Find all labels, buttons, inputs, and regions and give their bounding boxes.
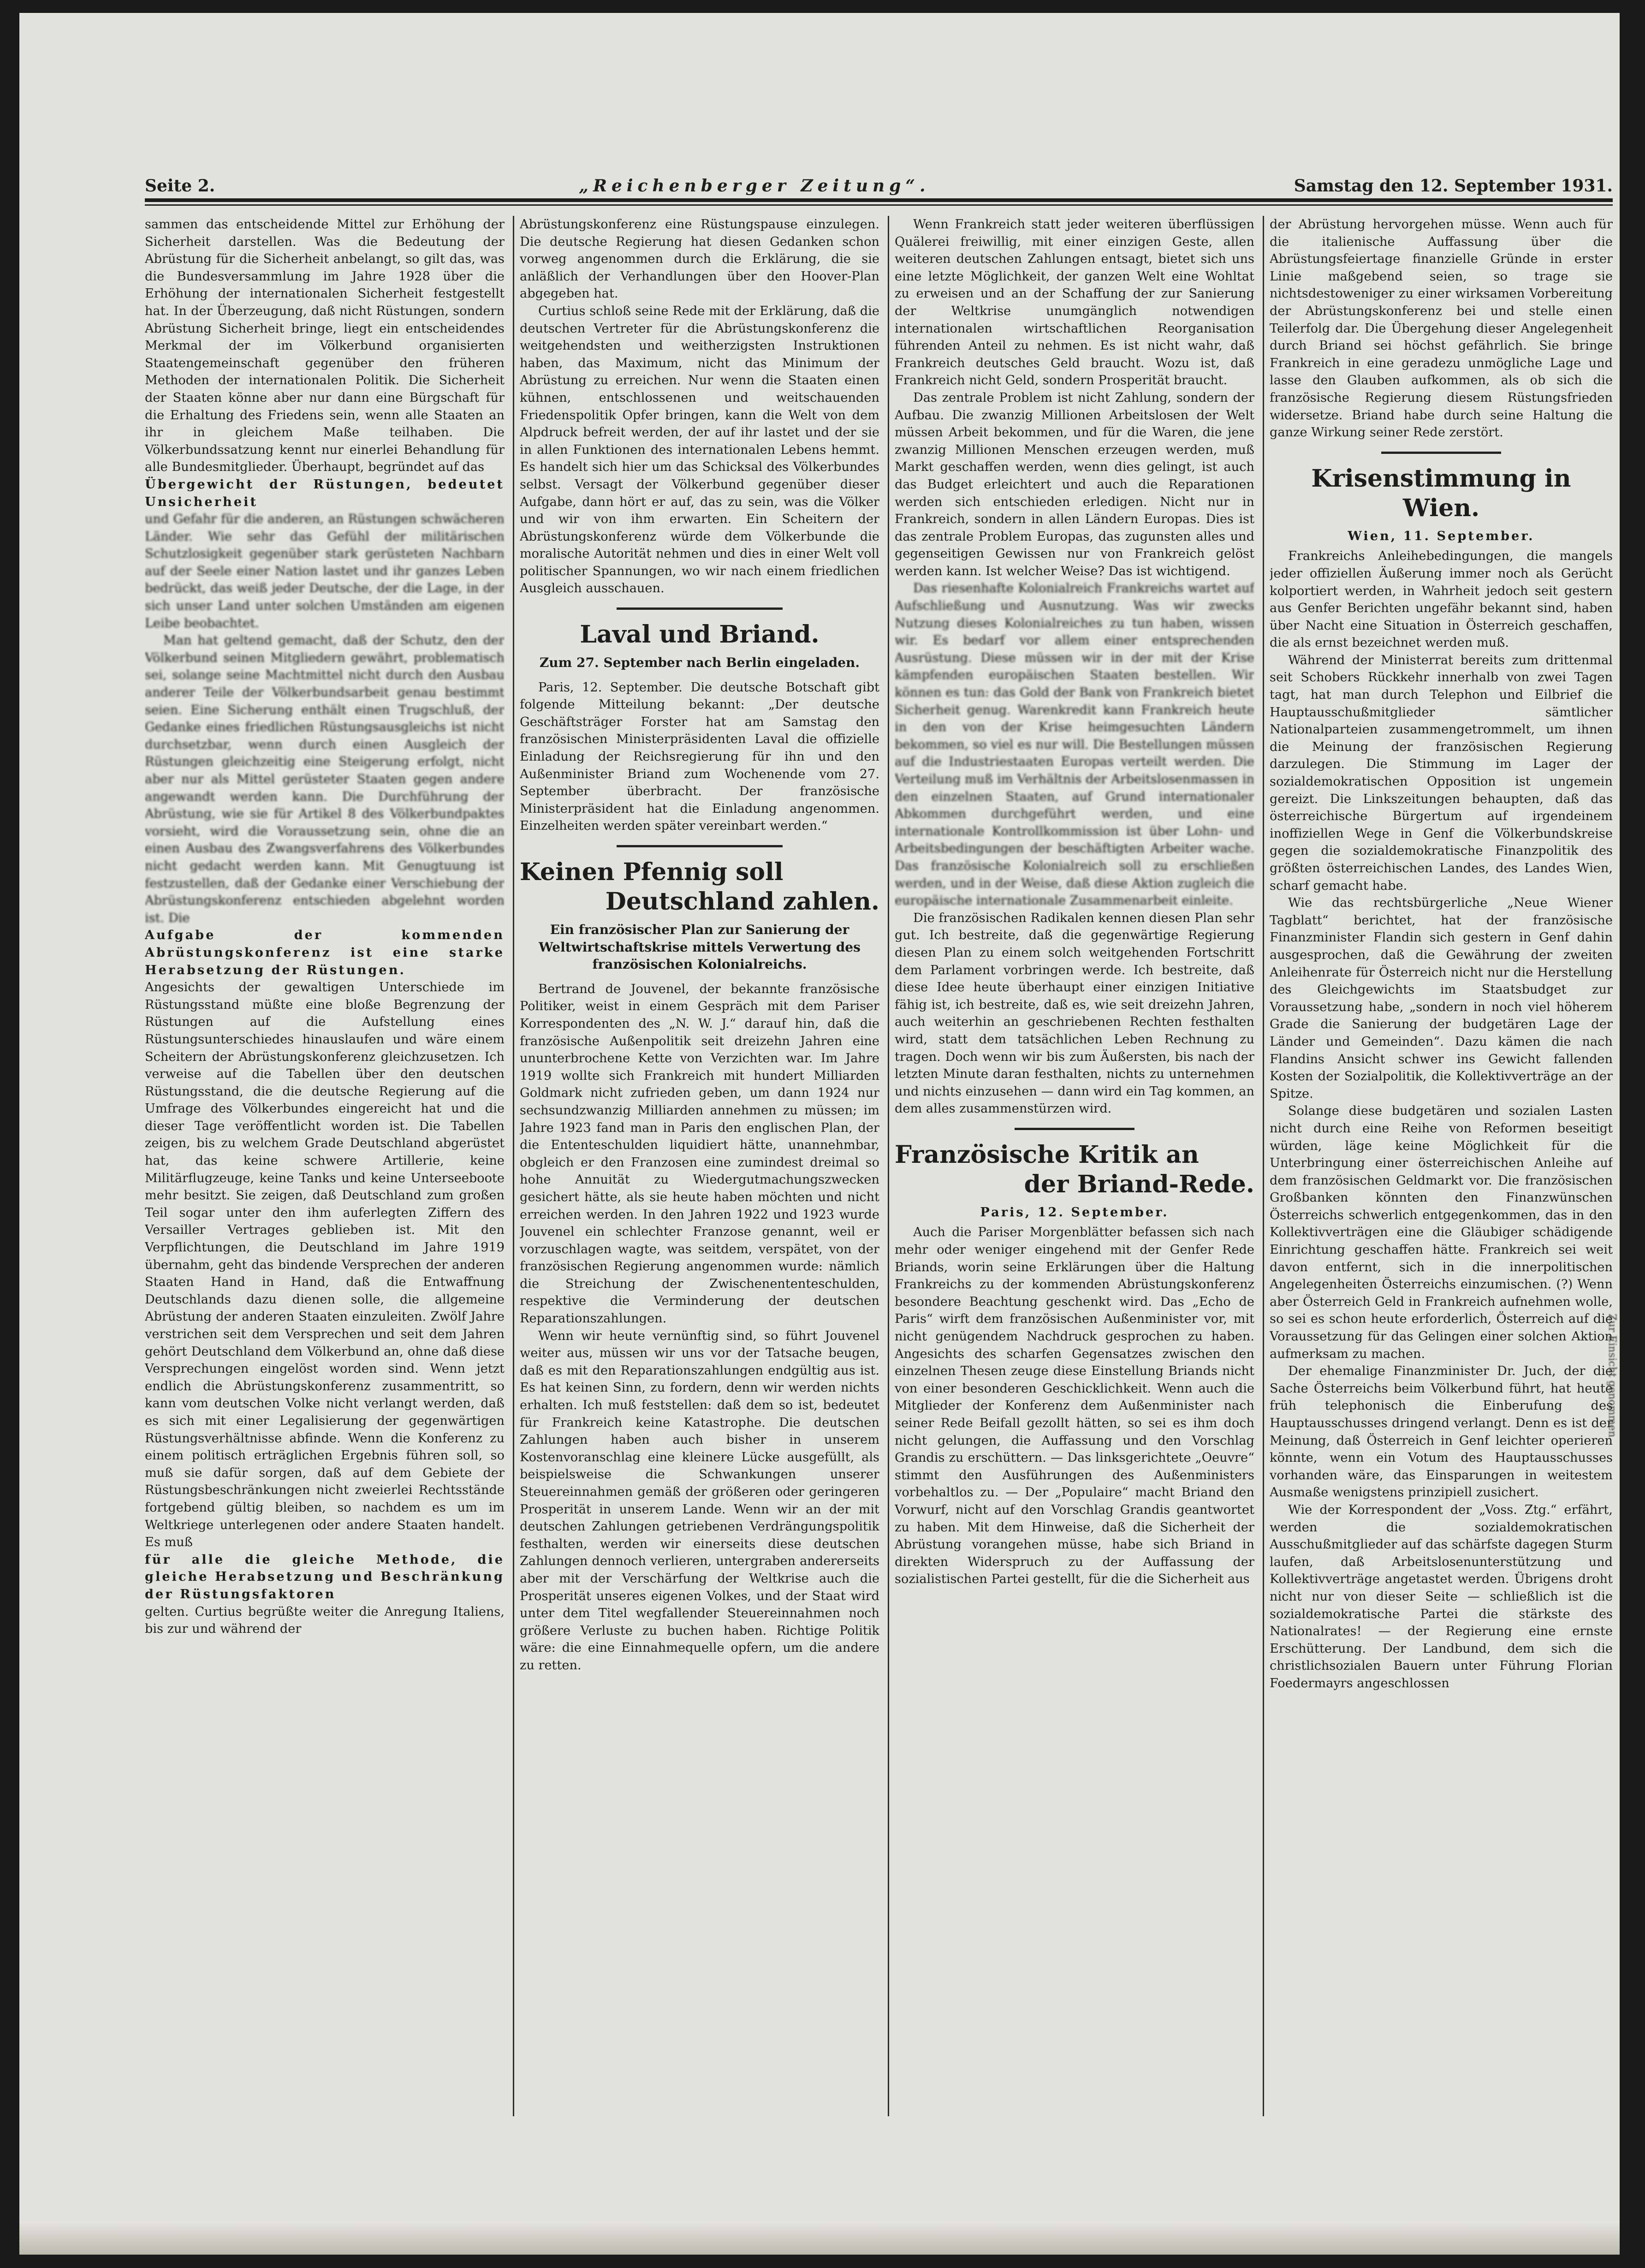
paragraph: Wie der Korrespondent der „Voss. Ztg.“ erfährt, werden die sozialdemokratischen Ausschußmitglieder auf das schärfste dagegen Sturm laufen, daß Arbeitslosenunterstützung und Kollektivverträge angetastet werden. Übrigens droht nicht nur von dieser Seite — schließlich ist die sozialdemokratische Partei die stärkste des Nationalrates! — der Regierung eine ernste Erschütterung. Der Landbund, dem sich die christlichsozialen Bauern unter Führung Florian Foedermayrs angeschlossen [1270, 1502, 1613, 1691]
newspaper-title: „Reichenberger Zeitung“. [579, 176, 930, 196]
section-separator [1381, 452, 1501, 454]
emphasis-line: für alle die gleiche Methode, die gleiche Herabsetzung und Beschränkung der Rüstungsfaktoren [145, 1552, 505, 1601]
paragraph: der Abrüstung hervorgehen müsse. Wenn auch für die italienische Auffassung über die Abrüstungsfeiertage finanzielle Gründe in erster Linie maßgebend seien, so trage sie nichtsdestoweniger zu einer wirksamen Vorbereitung der Abrüstungskonferenz bei und stelle einen Teilerfolg dar. Die Übergehung dieser Angelegenheit durch Briand sei höchst gefährlich. Sie bringe Frankreich in eine geradezu unmögliche Lage und lasse den Glauben aufkommen, als ob sich die französische Regierung diesem Rüstungsfrieden widersetze. Briand habe durch seine Haltung die ganze Wirkung seiner Rede zerstört. [1270, 217, 1613, 440]
paragraph: und Gefahr für die anderen, an Rüstungen schwächeren Länder. Wie sehr das Gefühl der militärischen Schutzlosigkeit gegenüber stark gerüsteten Nachbarn auf der Seele einer Nation lastet und ihr ganzes Leben bedrückt, das weiß jeder Deutsche, der die Lage, in der sich unser Land unter solchen Umständen am eigenen Leibe beobachtet. [145, 512, 505, 631]
paragraph: Wie das rechtsbürgerliche „Neue Wiener Tagblatt“ berichtet, hat der französische Finanzminister Flandin sich gestern in Genf dahin ausgesprochen, daß die Gewährung der zweiten Anleihenrate für Österreich nicht nur die Herstellung des Gleichgewichts im Staatsbudget zur Voraussetzung habe, „sondern in noch viel höherem Grade die Sanierung der budgetären Lage der Länder und Gemeinden“. Dazu kämen die nach Flandins Ansicht schwer ins Gewicht fallenden Kosten der Sozialpolitik, die Kollektivverträge an der Spitze. [1270, 896, 1613, 1101]
column-2 [520, 216, 879, 2116]
article-subheadline: Ein französischer Plan zur Sanierung der Weltwirtschaftskrise mittels Verwertung des französischen Kolonialreichs. [539, 922, 861, 972]
paragraph: Bertrand de Jouvenel, der bekannte französische Politiker, weist in einem Gespräch mit dem Pariser Korrespondenten des „N. W. J.“ darauf hin, daß die französische Außenpolitik seit dreizehn Jahren eine ununterbrochene Kette von Verzichten war. Im Jahre 1919 wollte sich Frankreich mit hundert Milliarden Goldmark nicht zufrieden geben, um dann 1924 nur sechsundzwanzig Milliarden annehmen zu müssen; im Jahre 1923 fand man in Paris den englischen Plan, der die Ententeschulden liquidiert hätte, unannehmbar, obgleich er den Franzosen eine zumindest dreimal so hohe Annuität zu Wiedergutmachungszwecken gesichert hätte, als sie heute haben möchten und nicht erreichen werden. In den Jahren 1922 und 1923 wurde Jouvenel ein schlechter Franzose genannt, weil er vorzuschlagen wagte, was seitdem, verspätet, von der französischen Regierung angenommen wurde: nämlich die Streichung der Zwischenententeschulden, respektive die Verminderung der deutschen Reparationszahlungen. [520, 982, 879, 1326]
paragraph: gelten. Curtius begrüßte weiter die Anregung Italiens, bis zur und während der [145, 1604, 505, 1637]
column-divider [1263, 216, 1264, 2116]
page-header [145, 169, 1613, 196]
paragraph: sammen das entscheidende Mittel zur Erhöhung der Sicherheit darstellen. Was die Bedeutung der Abrüstung für die Sicherheit anbelangt, so gilt das, was die Bundesversammlung im Jahre 1928 über die Erhöhung der internationalen Sicherheit festgestellt hat. In der Überzeugung, daß nicht Rüstungen, sondern Abrüstung Sicherheit bringe, liegt ein entscheidendes Merkmal der im Völkerbund organisierten Staatengemeinschaft gegenüber den früheren Methoden der internationalen Politik. Die Sicherheit der Staaten könne aber nur dann eine Bürgschaft für die Erhaltung des Friedens sein, wenn alle Staaten an ihr in gleichem Maße teilhaben. Die Völkerbundssatzung kennt nur einerlei Behandlung für alle Bundesmitglieder. Überhaupt, begründet auf das [145, 217, 505, 475]
paragraph: Während der Ministerrat bereits zum drittenmal seit Schobers Rückkehr innerhalb von zwei Tagen tagt, hat man durch Telephon und Eilbrief die Hauptausschußmitglieder sämtlicher Nationalparteien zusammengetrommelt, um ihnen die Meinung der französischen Regierung darzulegen. Die Stimmung im Lager der sozialdemokratischen Opposition ist ungemein gereizt. Die Linkszeitungen behaupten, daß das österreichische Bürgertum auf irgendeinem inoffiziellen Wege in Genf die Völkerbundskreise gegen die sozialdemokratische Finanzpolitik des größten österreichischen Landes, des Landes Wien, scharf gemacht habe. [1270, 653, 1613, 893]
section-separator [617, 607, 783, 610]
article-subheadline: Zum 27. September nach Berlin eingeladen. [539, 655, 860, 671]
paragraph: Das riesenhafte Kolonialreich Frankreichs wartet auf Aufschließung und Ausnutzung. Was wir zwecks Nutzung dieses Kolonialreiches zu tun haben, wissen wir. Es bedarf vor allem einer entsprechenden Ausrüstung. Diese müssen wir in der mit der Krise kämpfenden europäischen Staaten bestellen. Wir können es tun: das Gold der Bank von Frankreich bietet Sicherheit genug. Warenkredit kann Frankreich heute in den von der Krise heimgesuchten Ländern bekommen, so viel es nur will. Die Bestellungen müssen auf die Industriestaaten Europas verteilt werden. Die Verteilung muß im Verhältnis der Arbeitslosenmassen in den einzelnen Staaten, auf Grund internationaler Abkommen durchgeführt werden, und eine internationale Kontrollkommission ist über Lohn- und Arbeitsbedingungen der beschäftigten Arbeiter wache. Das französische Kolonialreich soll zu erschließen werden, und in der Weise, daß diese Aktion zugleich die europäische internationale Zusammenarbeit einleite. [895, 581, 1254, 908]
paragraph: Der ehemalige Finanzminister Dr. Juch, der die Sache Österreichs beim Völkerbund führt, hat heute früh telephonisch die Einberufung des Hauptausschusses dringend verlangt. Denn es ist der Meinung, daß Österreich in Genf leichter operieren könnte, wenn ein Votum des Hauptausschusses vorhanden wäre, das Einsparungen in weitestem Ausmaße wenigstens prinzipiell zusichert. [1270, 1364, 1613, 1500]
headline-line-2: der Briand-Rede. [1024, 1170, 1254, 1198]
headline-line-1: Französische Kritik an [895, 1140, 1199, 1169]
article-headline [895, 1140, 1254, 1199]
dateline: Wien, 11. September. [1348, 528, 1535, 543]
paragraph: Wenn Frankreich statt jeder weiteren überflüssigen Quälerei freiwillig, mit einer einzigen Geste, allen weiteren deutschen Zahlungen entsagt, bietet sich uns eine letzte Möglichkeit, der ganzen Welt eine Wohltat zu erweisen und an der Schaffung der zur Sanierung der Weltkrise unumgänglich notwendigen internationalen wirtschaftlichen Reorganisation führenden Anteil zu nehmen. Es ist nicht wahr, daß Frankreich deutsches Geld braucht. Wozu ist, daß Frankreich nicht Geld, sondern Prosperität braucht. [895, 217, 1254, 388]
section-separator [1015, 1128, 1134, 1130]
column-1 [145, 216, 505, 2116]
issue-date: Samstag den 12. September 1931. [1294, 176, 1613, 196]
paragraph: Frankreichs Anleihebedingungen, die mangels jeder offiziellen Äußerung immer noch als Gerücht kolportiert werden, in Wahrheit jedoch seit gestern aus Genfer Berichten ungefähr bekannt sind, haben über Nacht eine Situation in Österreich geschaffen, die als ernst bezeichnet werden muß. [1270, 549, 1613, 650]
paragraph: Die französischen Radikalen kennen diesen Plan sehr gut. Ich bestreite, daß die gegenwärtige Regierung diesen Plan zu einem solch weitgehenden Fortschritt dem Parlament vorbringen werde. Ich bestreite, daß diese Idee heute überhaupt einer einzigen Initiative fähig ist, ich bestreite, daß es, wie seit dreizehn Jahren, auch weiterhin an geschriebenen Rechten festhalten wird, statt dem tatsächlichen Leben Rechnung zu tragen. Doch wenn wir bis zum Äußersten, bis nach der letzten Minute daran festhalten, nichts zu unternehmen und nichts einzusehen — dann wird ein Tag kommen, an dem alles zusammenstürzen wird. [895, 911, 1254, 1116]
header-rule-thin [145, 204, 1613, 206]
paragraph: Solange diese budgetären und sozialen Lasten nicht durch eine Reihe von Reformen beseitigt würden, läge keine Möglichkeit für die Unterbringung einer österreichischen Anleihe auf dem französischen Geldmarkt vor. Die französischen Großbanken könnten den Finanzwünschen Österreichs schwerlich entgegenkommen, das in den Kollektivverträgen eine die Gläubiger schädigende Einrichtung geschaffen hätte. Frankreich sei weit davon entfernt, sich in die innerpolitischen Angelegenheiten Österreichs einzumischen. (?) Wenn aber Österreich Geld in Frankreich aufnehmen wolle, so sei es schon heute erforderlich, Österreich auf die Voraussetzung für das Gelingen einer solchen Aktion aufmerksam zu machen. [1270, 1104, 1613, 1361]
headline-line-1: Keinen Pfennig soll [520, 858, 784, 886]
dateline: Paris, 12. September. [980, 1204, 1169, 1220]
newspaper-page [19, 13, 1620, 2255]
paragraph: Angesichts der gewaltigen Unterschiede im Rüstungsstand müßte eine bloße Begrenzung der Rüstungen auf die Aufstellung eines Rüstungsunterschiedes hinauslaufen und wäre einem Scheitern der Abrüstungskonferenz gleichzusetzen. Ich verweise auf die Tabellen über den deutschen Rüstungsstand, die die deutsche Regierung auf die Umfrage des Völkerbundes eingereicht hat und die dieser Tage veröffentlicht worden ist. Die Tabellen zeigen, bis zu welchem Grade Deutschland abgerüstet hat, das keine schwere Artillerie, keine Militärflugzeuge, keine Tanks und keine Unterseeboote mehr besitzt. Sie zeigen, daß Deutschland zum großen Teil sogar unter den ihm auferlegten Ziffern des Versailler Vertrages geblieben ist. Mit den Verpflichtungen, die Deutschland im Jahre 1919 übernahm, geht das bindende Versprechen der anderen Staaten Hand in Hand, daß die Entwaffnung Deutschlands dazu dienen solle, die allgemeine Abrüstung der anderen Staaten einzuleiten. Zwölf Jahre verstrichen seit dem Versprechen und seit dem Jahren gehört Deutschland dem Völkerbund an, ohne daß diese Versprechungen eingelöst worden sind. Wenn jetzt endlich die Abrüstungskonferenz zusammentritt, so kann vom deutschen Volke nicht verlangt werden, daß es sich mit einer Legalisierung der gegenwärtigen Rüstungsverhältnisse abfinde. Wenn die Konferenz zu einem politisch erträglichen Ergebnis führen soll, so muß sie dafür sorgen, daß auf dem Gebiete der Rüstungsbeschränkungen nicht zweierlei Rechtsstände fortgebend gültig bleiben, so nachdem es um im Weltkriege unterlegenen oder andere Staaten handelt. Es muß [145, 980, 505, 1550]
column-3 [895, 216, 1254, 2116]
page-bottom-shadow [19, 2222, 1620, 2255]
article-headline [520, 857, 879, 917]
emphasis-line: Übergewicht der Rüstungen, bedeutet Unsicherheit [145, 476, 505, 509]
column-divider [888, 216, 889, 2116]
column-4 [1270, 216, 1613, 2116]
section-separator [617, 845, 783, 847]
headline-line-2: Deutschland zahlen. [605, 887, 879, 916]
paragraph: Man hat geltend gemacht, daß der Schutz, den der Völkerbund seinen Mitgliedern gewährt, problematisch sei, solange seine Machtmittel nicht durch den Ausbau anderer Teile der Völkerbundsarbeit genau bestimmt seien. Eine Sicherung enthält einen Trugschluß, der Gedanke eines friedlichen Rüstungsausgleichs ist nicht durchsetzbar, wenn durch einen Ausgleich der Rüstungen gleichzeitig eine Steigerung erfolgt, nicht aber nur als Mittel gerüsteter Staaten gegen andere angewandt werden kann. Die Durchführung der Abrüstung, wie sie für Artikel 8 des Völkerbundpaktes vorsieht, wird die Voraussetzung sein, ohne die an einen Ausbau des Zwangsverfahrens des Völkerbundes nicht gedacht werden kann. Mit Genugtuung ist festzustellen, daß der Gedanke einer Verschiebung der Abrüstungskonferenz entschieden abgelehnt worden ist. Die [145, 633, 505, 925]
page-number: Seite 2. [145, 176, 215, 196]
article-headline: Krisenstimmung in Wien. [1311, 464, 1571, 522]
margin-edge-text: Zur Einsicht genommen [1606, 1314, 1618, 1438]
paragraph: Wenn wir heute vernünftig sind, so führt Jouvenel weiter aus, müssen wir uns vor der Tatsache beugen, daß es mit den Reparationszahlungen endgültig aus ist. Es hat keinen Sinn, zu fordern, denn wir werden nichts erhalten. Ich muß feststellen: daß dem so ist, bedeutet für Frankreich keine Katastrophe. Die deutschen Zahlungen haben auch bisher in unserem Kostenvoranschlag eine kleinere Lücke ausgefüllt, als beispielsweise die Schwankungen unserer Steuereinnahmen gemäß der größeren oder geringeren Prosperität in unserem Lande. Wenn wir an der mit deutschen Zahlungen getriebenen Verdrängungspolitik festhalten, werden wir einerseits diese deutschen Zahlungen dennoch verlieren, untergraben andererseits aber mit der Verschärfung der Weltkrise auch die Prosperität unseres eigenen Volkes, und der Staat wird unter dem Titel wegfallender Steuereinnahmen noch größere Verluste zu buchen haben. Richtige Politik wäre: die eine Einnahmequelle opfern, um die andere zu retten. [520, 1328, 879, 1673]
emphasis-line: Aufgabe der kommenden Abrüstungskonferenz ist eine starke Herabsetzung der Rüstungen. [145, 928, 505, 977]
header-rule [145, 198, 1613, 202]
paragraph: Das zentrale Problem ist nicht Zahlung, sondern der Aufbau. Die zwanzig Millionen Arbeitslosen der Welt müssen Arbeit bekommen, und für die Waren, die jene zwanzig Millionen Menschen erzeugen werden, muß Markt geschaffen werden, wenn dies gelingt, ist auch das Budget erleichtert und auch die Reparationen werden sich entschieden erledigen. Nicht nur in Frankreich, sondern in allen Ländern Europas. Dies ist das zentrale Problem Europas, das zugunsten alles und gegenseitigen Gewissen nur von Frankreich gelöst werden kann. Ist welcher Weise? Das ist wichtigend. [895, 390, 1254, 578]
paragraph: Abrüstungskonferenz eine Rüstungspause einzulegen. Die deutsche Regierung hat diesen Gedanken schon vorweg angenommen durch die Erklärung, die sie anläßlich der Verhandlungen über den Hoover-Plan abgegeben hat. [520, 217, 879, 301]
paragraph: Auch die Pariser Morgenblätter befassen sich nach mehr oder weniger eingehend mit der Genfer Rede Briands, worin seine Erklärungen über die Haltung Frankreichs zu der kommenden Abrüstungskonferenz besondere Beachtung geschenkt wird. Das „Echo de Paris“ wirft dem französischen Außenminister vor, mit nicht genügendem Nachdruck gesprochen zu haben. Angesichts des scharfen Gegensatzes zwischen den einzelnen Thesen zeuge diese Einstellung Briands nicht von einer besonderen Geschicklichkeit. Wenn auch die Mitglieder der Konferenz dem Außenminister nach seiner Rede Beifall gezollt hätten, so sei es ihm doch nicht gelungen, die Auffassung und den Vorschlag Grandis zu erschüttern. — Das linksgerichtete „Oeuvre“ stimmt den Ausführungen des Außenministers vorbehaltlos zu. — Der „Populaire“ macht Briand den Vorwurf, nicht auf den Vorschlag Grandis geantwortet zu haben. Mit dem Hinweise, daß die Sicherheit der Abrüstung vorangehen müsse, habe sich Briand in direkten Widerspruch zu der Auffassung der sozialistischen Partei gestellt, für die die Sicherheit aus [895, 1225, 1254, 1587]
paragraph: Curtius schloß seine Rede mit der Erklärung, daß die deutschen Vertreter für die Abrüstungskonferenz die weitgehendsten und weitherzigsten Instruktionen haben, das Maximum, nicht das Minimum der Abrüstung zu erreichen. Nur wenn die Staaten einen kühnen, entschlossenen und weitschauenden Friedenspolitik Opfer bringen, kann die Welt von dem Alpdruck befreit werden, der auf ihr lastet und der sie in allen Funktionen des internationalen Lebens hemmt. Es handelt sich hier um das Schicksal des Völkerbundes selbst. Versagt der Völkerbund gegenüber dieser Aufgabe, dann hört er auf, das zu sein, was die Völker und wir von ihm erwarten. Ein Scheitern der Abrüstungskonferenz würde dem Völkerbunde die moralische Autorität nehmen und dies in einer Welt voll politischer Spannungen, wo wir nach einem friedlichen Ausgleich ausschauen. [520, 304, 879, 596]
article-headline: Laval und Briand. [580, 620, 820, 649]
column-divider [513, 216, 514, 2116]
paragraph: Paris, 12. September. Die deutsche Botschaft gibt folgende Mitteilung bekannt: „Der deutsche Geschäftsträger Forster hat am Samstag den französischen Ministerpräsidenten Laval die offizielle Einladung der Reichsregierung für ihn und den Außenminister Briand zum Wochenende vom 27. September überbracht. Der französische Ministerpräsident hat die Einladung angenommen. Einzelheiten werden später vereinbart werden.“ [520, 680, 879, 833]
